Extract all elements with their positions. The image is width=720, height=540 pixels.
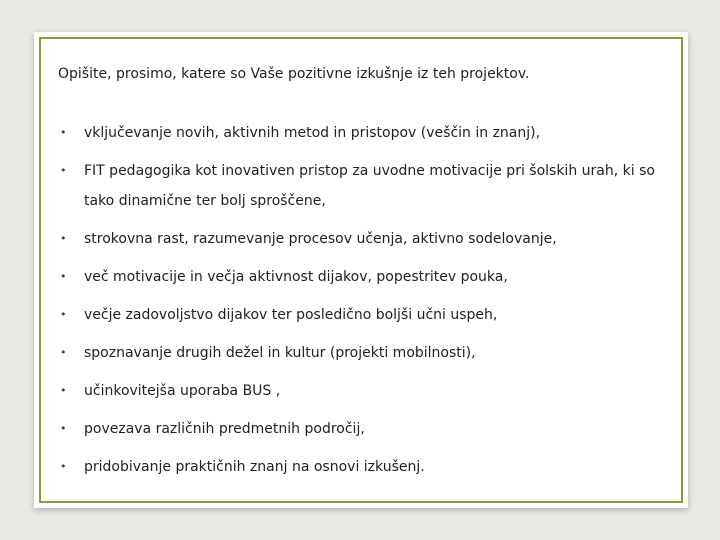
bullet-icon: •	[60, 422, 67, 435]
list-item	[56, 414, 680, 444]
list-item-text: učinkovitejša uporaba BUS ,	[84, 383, 281, 399]
bullet-icon: •	[60, 308, 67, 321]
bullet-icon: •	[60, 164, 67, 177]
list-item	[56, 376, 680, 406]
list-item-text: FIT pedagogika kot inovativen pristop za uvodne motivacije pri šolskih urah, ki so tako dinamične ter bolj sproščene,	[84, 163, 655, 209]
bullet-icon: •	[60, 384, 67, 397]
list-item-text: spoznavanje drugih dežel in kultur (projekti mobilnosti),	[84, 345, 476, 361]
list-item	[56, 262, 680, 292]
list-item-text: vključevanje novih, aktivnih metod in pristopov (veščin in znanj),	[84, 125, 541, 141]
list-item	[56, 224, 680, 254]
list-item	[56, 156, 680, 216]
slide	[34, 32, 688, 508]
list-item-text: povezava različnih predmetnih področij,	[84, 421, 365, 437]
bullet-icon: •	[60, 346, 67, 359]
list-item-text: več motivacije in večja aktivnost dijakov, popestritev pouka,	[84, 269, 508, 285]
bullet-icon: •	[60, 126, 67, 139]
bullet-icon: •	[60, 270, 67, 283]
list-item	[56, 300, 680, 330]
answer-list	[56, 118, 680, 490]
list-item	[56, 118, 680, 148]
list-item-text: večje zadovoljstvo dijakov ter posledično boljši učni uspeh,	[84, 307, 498, 323]
list-item-text: strokovna rast, razumevanje procesov učenja, aktivno sodelovanje,	[84, 231, 557, 247]
list-item	[56, 338, 680, 368]
bullet-icon: •	[60, 232, 67, 245]
bullet-icon: •	[60, 460, 67, 473]
list-item	[56, 452, 680, 482]
question-heading: Opišite, prosimo, katere so Vaše pozitivne izkušnje iz teh projektov.	[58, 66, 530, 82]
list-item-text: pridobivanje praktičnih znanj na osnovi izkušenj.	[84, 459, 425, 475]
